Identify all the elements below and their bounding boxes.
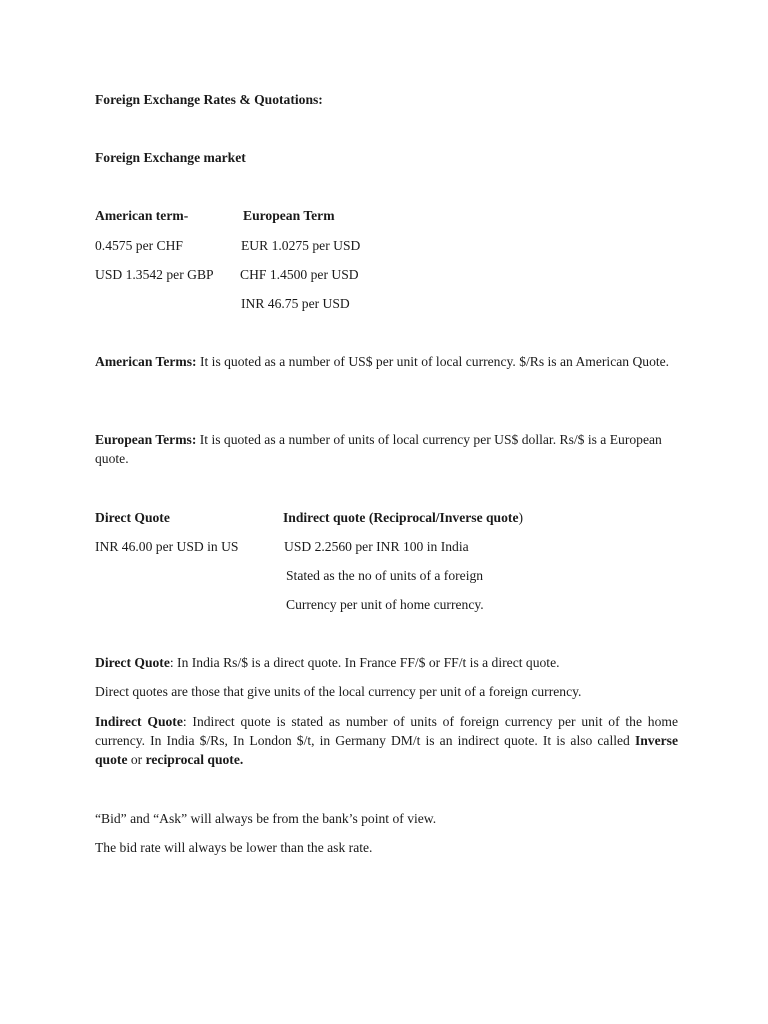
american-terms-label: American Terms: — [95, 354, 197, 369]
direct-quote-label: Direct Quote — [95, 655, 170, 670]
indirect-quote-text: : Indirect quote is stated as number of units of foreign currency per unit of the home currency. In India $/Rs, In London $/t, in Germany DM/t is an indirect quote. It is also called — [95, 714, 678, 748]
reciprocal-quote-term: reciprocal quote. — [145, 752, 244, 767]
european-term-cell: INR 46.75 per USD — [241, 296, 350, 311]
american-terms-paragraph — [95, 352, 678, 371]
american-term-cell: USD 1.3542 per GBP — [95, 267, 214, 282]
page-title: Foreign Exchange Rates & Quotations: — [95, 92, 323, 107]
direct-quote-header: Direct Quote — [95, 510, 170, 525]
american-term-header: American term- — [95, 208, 189, 223]
indirect-quote-header: Indirect quote (Reciprocal/Inverse quote) — [283, 510, 524, 525]
european-term-cell: EUR 1.0275 per USD — [241, 238, 361, 253]
indirect-quote-note: Currency per unit of home currency. — [286, 597, 484, 612]
american-terms-text: It is quoted as a number of US$ per unit of local currency. $/Rs is an American Quote. — [196, 354, 670, 369]
european-terms-label: European Terms: — [95, 432, 197, 447]
european-term-header: European Term — [243, 208, 335, 223]
american-term-cell: 0.4575 per CHF — [95, 238, 183, 253]
bid-rate-statement: The bid rate will always be lower than the ask rate. — [95, 840, 373, 855]
direct-quote-definition: Direct quotes are those that give units of the local currency per unit of a foreign currency. — [95, 684, 582, 699]
indirect-quote-cell: USD 2.2560 per INR 100 in India — [284, 539, 469, 554]
direct-quote-text: : In India Rs/$ is a direct quote. In France FF/$ or FF/t is a direct quote. — [169, 655, 560, 670]
european-term-cell: CHF 1.4500 per USD — [240, 267, 359, 282]
section-heading: Foreign Exchange market — [95, 150, 246, 165]
european-terms-paragraph — [95, 430, 678, 468]
inverse-quote-term: Inverse quote — [95, 733, 678, 767]
indirect-quote-paragraph — [95, 712, 678, 769]
european-terms-text: It is quoted as a number of units of local currency per US$ dollar. Rs/$ is a European quote. — [95, 432, 662, 466]
indirect-quote-note: Stated as the no of units of a foreign — [286, 568, 484, 583]
direct-quote-paragraph — [95, 653, 678, 672]
bid-ask-statement: “Bid” and “Ask” will always be from the bank’s point of view. — [95, 811, 437, 826]
indirect-quote-label: Indirect Quote — [95, 714, 183, 729]
conjunction-text: or — [127, 752, 146, 767]
direct-quote-cell: INR 46.00 per USD in US — [95, 539, 239, 554]
